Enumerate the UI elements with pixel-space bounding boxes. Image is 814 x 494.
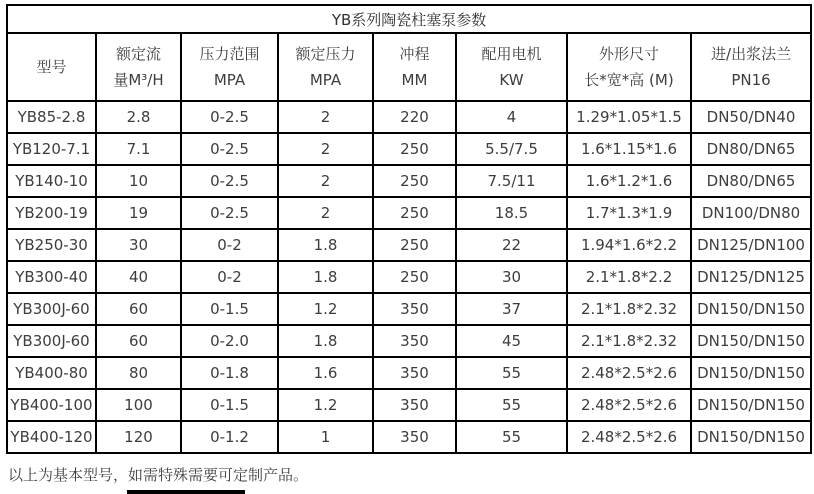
title-row (7, 5, 811, 33)
model-cell: YB400-80 (7, 357, 96, 389)
value-cell: 0-1.8 (181, 357, 278, 389)
value-cell: 55 (456, 357, 567, 389)
value-cell: 0-1.2 (181, 421, 278, 453)
value-cell: 2.48*2.5*2.6 (567, 421, 691, 453)
value-cell: 1.6*1.15*1.6 (567, 133, 691, 165)
column-header-line: 外形尺寸 (598, 45, 659, 63)
value-cell: 100 (96, 389, 181, 421)
value-cell: 2.48*2.5*2.6 (567, 389, 691, 421)
table-row (7, 325, 811, 357)
value-cell: 1.8 (278, 261, 373, 293)
model-cell: YB85-2.8 (7, 101, 96, 133)
column-header-0 (7, 33, 96, 101)
value-cell: 2 (278, 101, 373, 133)
model-cell: YB400-120 (7, 421, 96, 453)
model-cell: YB300J-60 (7, 325, 96, 357)
table-row (7, 133, 811, 165)
value-cell: 350 (373, 421, 456, 453)
column-header-line: PN16 (731, 71, 771, 89)
value-cell: 4 (456, 101, 567, 133)
column-header-3 (278, 33, 373, 101)
header-row (7, 33, 811, 101)
table-row (7, 165, 811, 197)
column-header-line: MPA (213, 71, 246, 89)
value-cell: DN150/DN150 (691, 389, 811, 421)
value-cell: 7.1 (96, 133, 181, 165)
column-header-line: 长*宽*高 (M) (584, 71, 674, 89)
model-cell: YB140-10 (7, 165, 96, 197)
value-cell: DN80/DN65 (691, 133, 811, 165)
value-cell: DN150/DN150 (691, 421, 811, 453)
value-cell: 5.5/7.5 (456, 133, 567, 165)
value-cell: DN125/DN100 (691, 229, 811, 261)
value-cell: 40 (96, 261, 181, 293)
value-cell: 350 (373, 293, 456, 325)
footer-note: 以上为基本型号，如需特殊需要可定制产品。 (8, 466, 309, 484)
value-cell: 1 (278, 421, 373, 453)
value-cell: 37 (456, 293, 567, 325)
table-row (7, 229, 811, 261)
value-cell: DN80/DN65 (691, 165, 811, 197)
table-row (7, 357, 811, 389)
value-cell: 0-2 (181, 229, 278, 261)
value-cell: 0-2.5 (181, 197, 278, 229)
value-cell: 1.6*1.2*1.6 (567, 165, 691, 197)
table-row (7, 421, 811, 453)
model-cell: YB300-40 (7, 261, 96, 293)
value-cell: 45 (456, 325, 567, 357)
value-cell: 350 (373, 389, 456, 421)
value-cell: 1.29*1.05*1.5 (567, 101, 691, 133)
table-row (7, 101, 811, 133)
value-cell: 55 (456, 389, 567, 421)
column-header-4 (373, 33, 456, 101)
value-cell: 2 (278, 165, 373, 197)
value-cell: DN50/DN40 (691, 101, 811, 133)
column-header-7 (691, 33, 811, 101)
value-cell: DN100/DN80 (691, 197, 811, 229)
column-header-line: 配用电机 (481, 45, 542, 63)
value-cell: 250 (373, 133, 456, 165)
value-cell: 2 (278, 133, 373, 165)
value-cell: 250 (373, 165, 456, 197)
value-cell: 1.7*1.3*1.9 (567, 197, 691, 229)
column-header-line: 进/出浆法兰 (711, 45, 792, 63)
value-cell: 250 (373, 229, 456, 261)
value-cell: 1.6 (278, 357, 373, 389)
table-body (7, 101, 811, 453)
value-cell: 1.8 (278, 325, 373, 357)
value-cell: 55 (456, 421, 567, 453)
value-cell: 350 (373, 325, 456, 357)
value-cell: 2.8 (96, 101, 181, 133)
column-header-line: MPA (309, 71, 342, 89)
value-cell: 22 (456, 229, 567, 261)
value-cell: 1.2 (278, 293, 373, 325)
table-row (7, 389, 811, 421)
column-header-line: 型号 (36, 58, 67, 76)
value-cell: 2.1*1.8*2.2 (567, 261, 691, 293)
value-cell: 2 (278, 197, 373, 229)
column-header-line: 冲程 (399, 45, 430, 63)
value-cell: 0-2.0 (181, 325, 278, 357)
column-header-2 (181, 33, 278, 101)
value-cell: DN125/DN125 (691, 261, 811, 293)
value-cell: DN150/DN150 (691, 293, 811, 325)
model-cell: YB250-30 (7, 229, 96, 261)
value-cell: 0-1.5 (181, 389, 278, 421)
value-cell: 350 (373, 357, 456, 389)
column-header-line: 量M³/H (113, 71, 164, 89)
value-cell: 60 (96, 293, 181, 325)
value-cell: 1.94*1.6*2.2 (567, 229, 691, 261)
value-cell: 0-2.5 (181, 133, 278, 165)
table-row (7, 261, 811, 293)
value-cell: 30 (456, 261, 567, 293)
model-cell: YB120-7.1 (7, 133, 96, 165)
table-head (7, 5, 811, 101)
value-cell: 0-2 (181, 261, 278, 293)
value-cell: 2.48*2.5*2.6 (567, 357, 691, 389)
column-header-line: 压力范围 (199, 45, 260, 63)
value-cell: 18.5 (456, 197, 567, 229)
column-header-1 (96, 33, 181, 101)
column-header-line: 额定压力 (295, 45, 356, 63)
model-cell: YB400-100 (7, 389, 96, 421)
column-header-line: 额定流 (115, 45, 161, 63)
value-cell: DN150/DN150 (691, 325, 811, 357)
table-row (7, 197, 811, 229)
model-cell: YB300J-60 (7, 293, 96, 325)
value-cell: 10 (96, 165, 181, 197)
value-cell: 60 (96, 325, 181, 357)
value-cell: 250 (373, 197, 456, 229)
value-cell: 1.8 (278, 229, 373, 261)
pump-spec-table (6, 4, 812, 454)
value-cell: 2.1*1.8*2.32 (567, 325, 691, 357)
column-header-6 (567, 33, 691, 101)
column-header-line: MM (401, 71, 428, 89)
cropped-black-bar (127, 490, 245, 494)
value-cell: DN150/DN150 (691, 357, 811, 389)
model-cell: YB200-19 (7, 197, 96, 229)
value-cell: 1.2 (278, 389, 373, 421)
column-header-5 (456, 33, 567, 101)
value-cell: 30 (96, 229, 181, 261)
value-cell: 19 (96, 197, 181, 229)
value-cell: 220 (373, 101, 456, 133)
value-cell: 7.5/11 (456, 165, 567, 197)
column-header-line: KW (499, 71, 524, 89)
table-row (7, 293, 811, 325)
value-cell: 0-2.5 (181, 101, 278, 133)
table-title: YB系列陶瓷柱塞泵参数 (7, 5, 811, 33)
value-cell: 2.1*1.8*2.32 (567, 293, 691, 325)
value-cell: 120 (96, 421, 181, 453)
value-cell: 0-2.5 (181, 165, 278, 197)
value-cell: 0-1.5 (181, 293, 278, 325)
value-cell: 250 (373, 261, 456, 293)
value-cell: 80 (96, 357, 181, 389)
